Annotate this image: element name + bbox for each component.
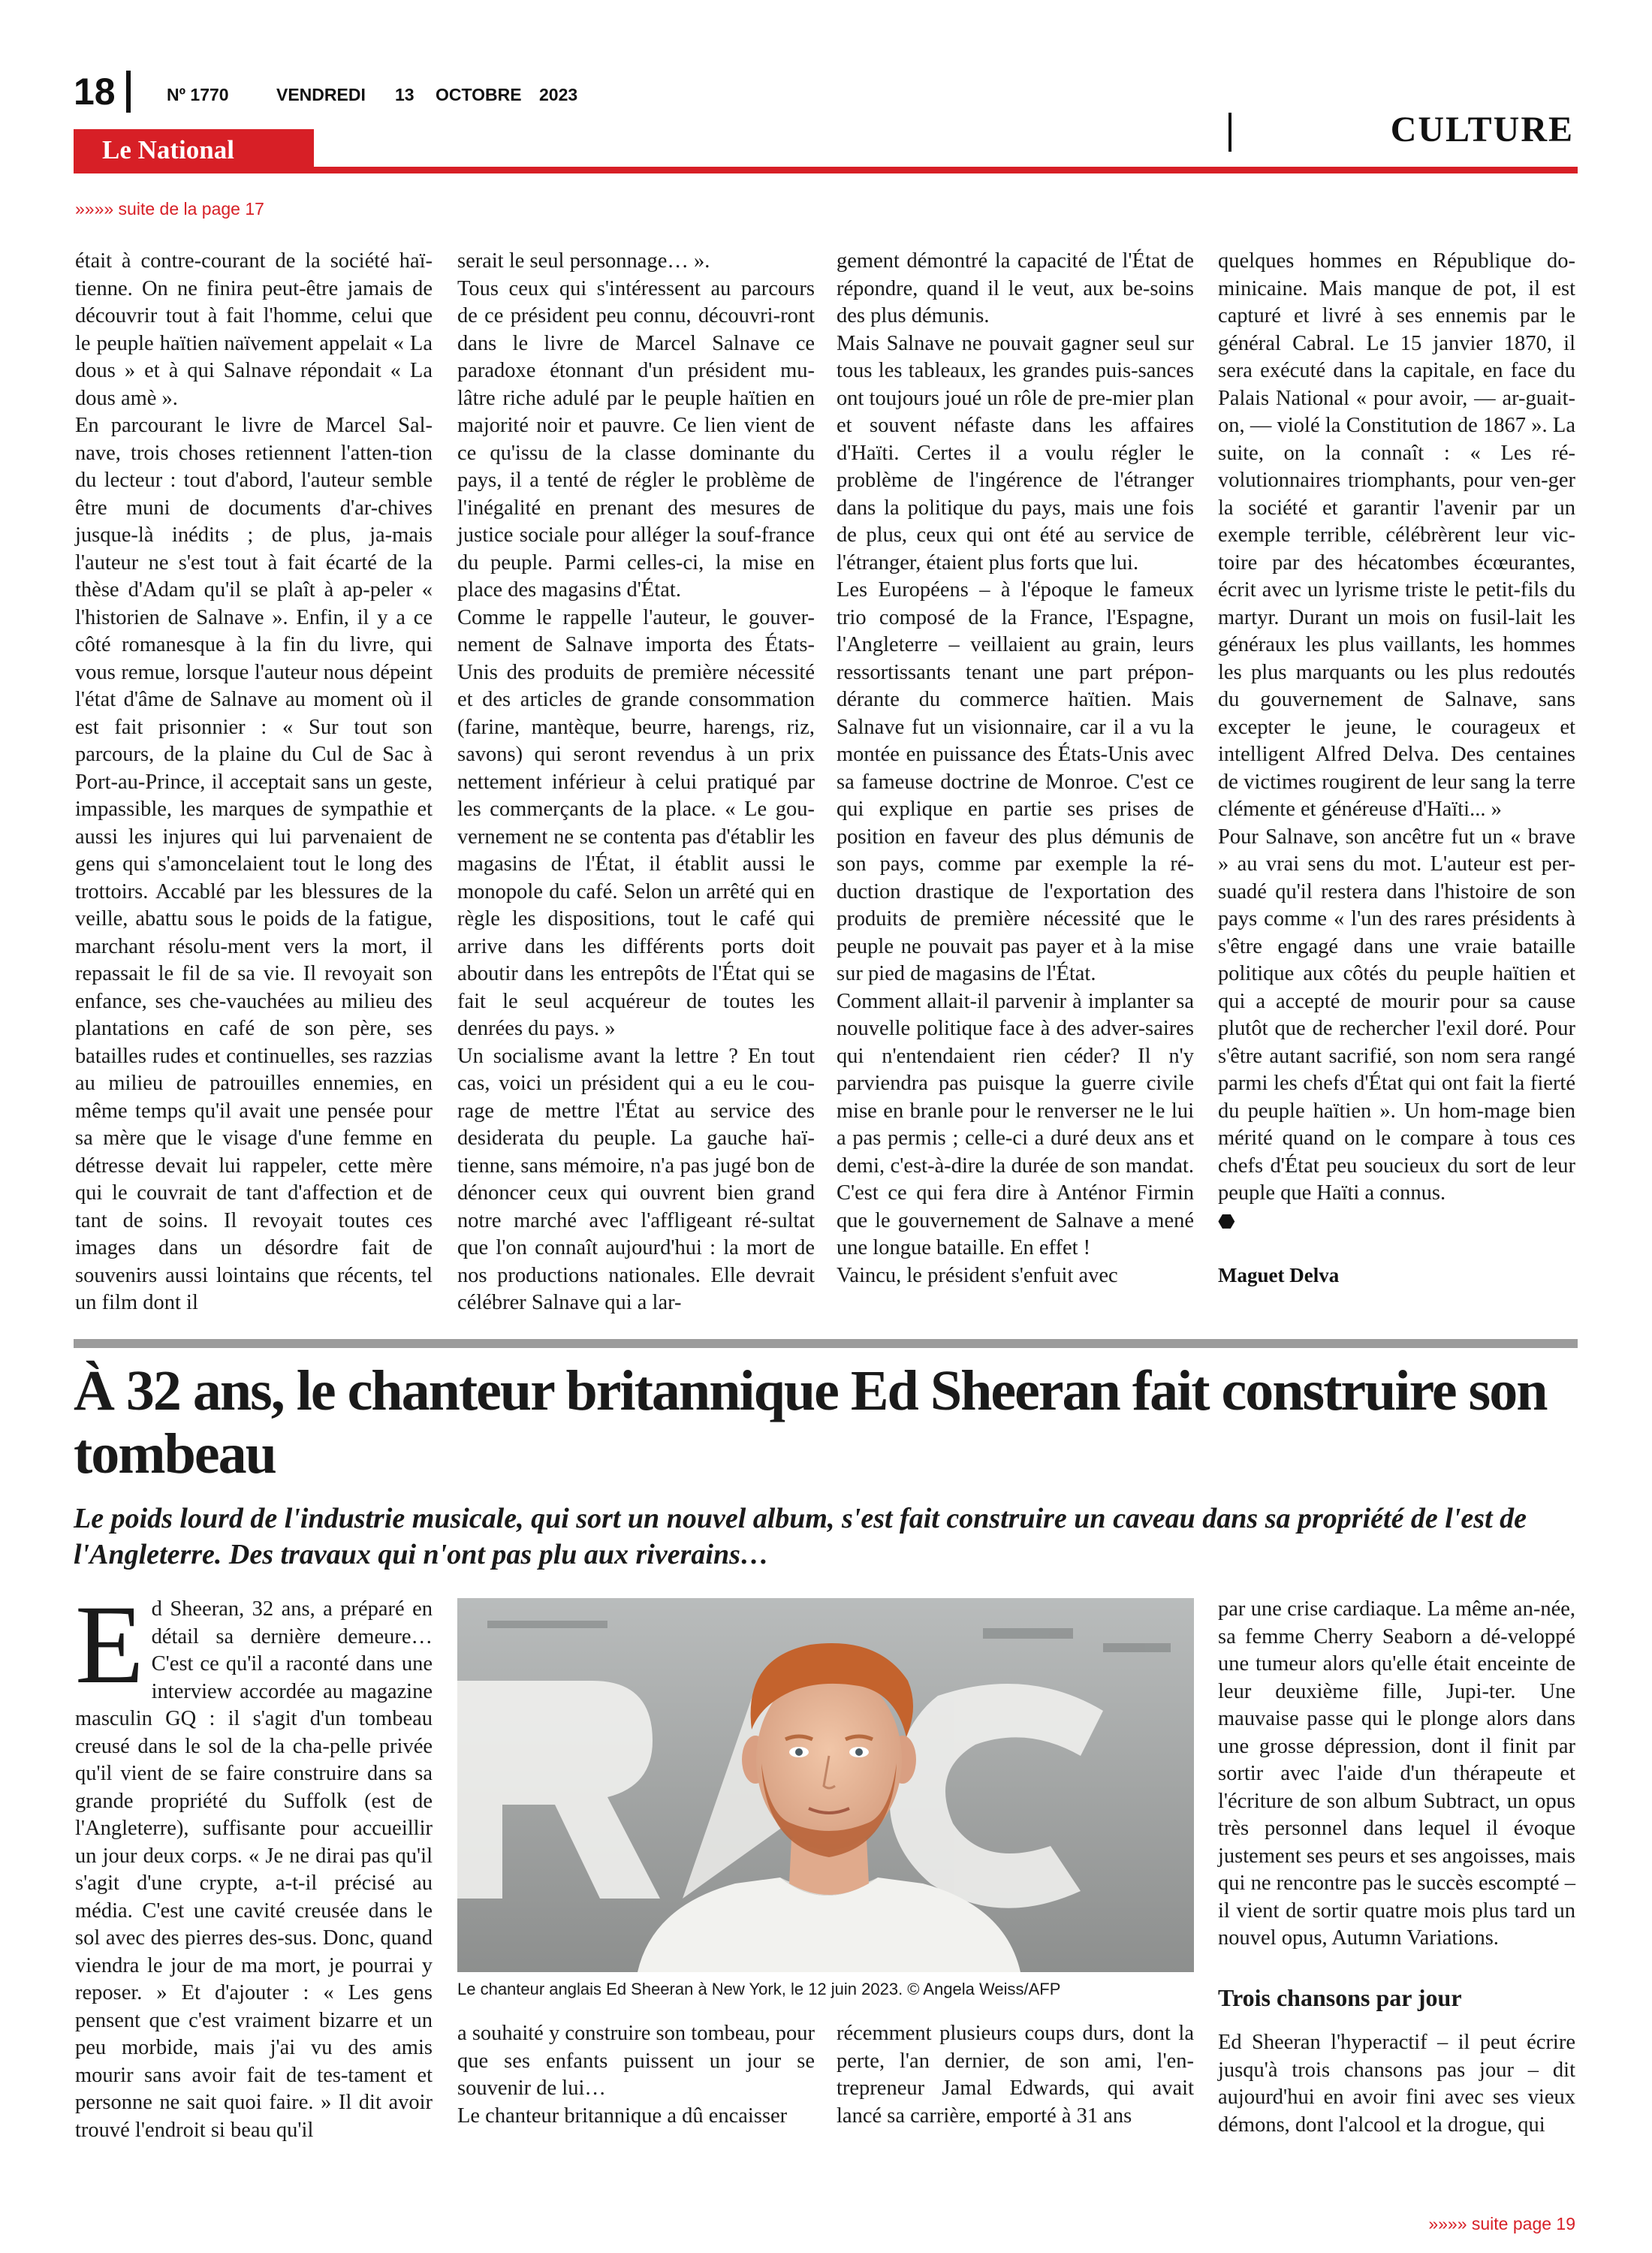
article-column-2 bbox=[457, 2020, 815, 2130]
paragraph: quelques hommes en République do-minicaine. Mais manque de pot, il est capturé et livré à ses ennemis par le général Cabral. Le 15 janvier 1870, il sera exécuté dans la capitale, en face du Palais National « pour avoir, — ar-guait-on, — violé la Constitution de 1867 ». La suite, on la connaît : « Les ré-volutionnaires triomphants, pour ven-ger la société et garantir l'avenir par un exemple terrible, célébrèrent leur vic-toire par des hécatombes écœurantes, écrit avec un lyrisme triste le petit-fils du martyr. Durant un mois on fusil-lait les généraux les plus vaillants, les hommes les plus marquants ou les plus redoutés du gouvernement de Salnave, sans excepter le jeune, le courageux et intelligent Alfred Delva. Des centaines de victimes rougirent de leur sang la terre clémente et généreuse d'Haïti... » bbox=[1218, 249, 1575, 821]
paragraph: était à contre-courant de la société haï-tienne. On ne finira peut-être jamais de découvrir tout à fait l'homme, celui que le peuple haïtien naïvement appelait « La dous » et à qui Salnave répondait « La dous amè ». bbox=[75, 249, 433, 410]
article-column-4 bbox=[1218, 1596, 1575, 1953]
top-article-column-4 bbox=[1218, 248, 1575, 1208]
top-article-column-2 bbox=[457, 248, 815, 1317]
date-year: 2023 bbox=[539, 85, 578, 104]
section-title: CULTURE bbox=[1390, 110, 1574, 149]
paragraph: Ed Sheeran l'hyperactif – il peut écrire jusqu'à trois chansons pas jour – dit aujourd'hui en avoir fini avec ses vieux démons, dont l'alcool et la drogue, qui bbox=[1218, 2031, 1575, 2137]
date-day: VENDREDI bbox=[276, 85, 366, 104]
page-number-divider bbox=[126, 71, 131, 113]
paragraph: récemment plusieurs coups durs, dont la perte, l'an dernier, de son ami, l'en-trepreneur Jamal Edwards, qui avait lancé sa carrière, emporté à 31 ans bbox=[837, 2022, 1194, 2128]
article-photo bbox=[457, 1598, 1194, 1972]
continued-on-link[interactable]: »»»» suite page 19 bbox=[1428, 2214, 1575, 2233]
ed-sheeran-photo-illustration bbox=[457, 1598, 1194, 1972]
top-article-column-3 bbox=[837, 248, 1194, 1289]
article-standfirst: Le poids lourd de l'industrie musicale, qui sort un nouvel album, s'est fait construire un caveau dans sa propriété de l'est de l'Angleterre. Des travaux qui n'ont pas plu aux riverains… bbox=[74, 1503, 1527, 1570]
paragraph: Un socialisme avant la lettre ? En tout cas, voici un président qui a eu le cou-rage de mettre l'État au service des desiderata du peuple. La gauche haï-tienne, sans mémoire, n'a pas jugé bon de dénoncer ceux qui ouvrent bien grand notre marché avec l'affligeant ré-sultat que l'on connaît aujourd'hui : la mort de nos productions nationales. Elle devrait célébrer Salnave qui a lar- bbox=[457, 1044, 815, 1314]
paragraph: Pour Salnave, son ancêtre fut un « brave » au vrai sens du mot. L'auteur est per-suadé qu'il restera dans l'histoire de son pays comme « l'un des rares présidents à s'être engagé dans une vraie bataille politique aux côtés du peuple haïtien et qui a accepté de mourir pour sa cause plutôt que de rechercher l'exil doré. Pour s'être autant sacrifié, son nom sera rangé parmi les chefs d'État qui ont fait la fierté du peuple haïtien ». Un hom-mage bien mérité quand on le compare à tous ces chefs d'État peu soucieux du sort de leur peuple que Haïti a connus. bbox=[1218, 825, 1575, 1205]
paragraph: gement démontré la capacité de l'État de répondre, quand il le veut, aux be-soins des plus démunis. bbox=[837, 249, 1194, 327]
article-column-4-continued bbox=[1218, 2029, 1575, 2139]
paragraph: Comme le rappelle l'auteur, le gouver-nement de Salnave importa des États-Unis des produits de première nécessité et des articles de grande consommation (farine, mantèque, beurre, harengs, riz, savons) qui seront revendus à un prix nettement inférieur à celui pratiqué par les commerçants de la place. « Le gou-vernement ne se contenta pas d'établir les magasins de l'État, il établit aussi le monopole du café. Selon un arrêté qui en règle les dispositions, tout le café qui arrive dans les différents ports doit aboutir dans les entrepôts de l'État qui se fait le seul acquéreur de toutes les denrées du pays. » bbox=[457, 605, 815, 1040]
date-number: 13 bbox=[395, 85, 415, 104]
end-of-article-icon: ⬣ bbox=[1218, 1211, 1235, 1233]
paragraph: En parcourant le livre de Marcel Sal-nave, trois choses retiennent l'atten-tion du lecteur : tout d'abord, l'auteur semble être muni de documents d'ar-chives jusque-là inédits ; de plus, ja-mais l'auteur ne s'est tout à fait écarté de la thèse d'Adam qu'il se plaît à ap-peler « l'historien de Salnave ». Enfin, il y a ce côté romanesque à la fin du livre, qui vous remue, lorsque l'auteur nous dépeint l'état d'âme de Salnave au moment où il est fait prisonnier : « Sur tout son parcours, de la plaine du Cul de Sac à Port-au-Prince, il acceptait sans un geste, impassible, les marques de sympathie et aussi les injures qui lui parvenaient de gens qui s'amoncelaient tout le long des trottoirs. Accablé par les blessures de la veille, abattu sous le poids de la fatigue, marchant résolu-ment vers la mort, il repassait le fil de sa vie. Il revoyait son enfance, ses che-vauchées au milieu des plantations en café de son père, ses batailles rudes et continuelles, ses razzias au milieu de patrouilles ennemies, en même temps qu'il avait une pensée pour sa mère que le visage d'une femme en détresse devait lui rappeler, cette mère qui le couvrait de tant d'affection et de tant de soins. Il revoyait toutes ces images dans un désordre fait de souvenirs aussi lointains que récents, tel un film dont il bbox=[75, 414, 433, 1314]
paragraph: Les Européens – à l'époque le fameux trio composé de la France, l'Espagne, l'Angleterre – veillaient au grain, leurs ressortissants tenant une part prépon-dérante du commerce haïtien. Mais Salnave fut un visionnaire, car il a vu la montée en puissance des États-Unis avec sa fameuse doctrine de Monroe. C'est ce qui explique en partie ses prises de position en faveur des plus démunis de son pays, comme par exemple la ré-duction drastique de l'exportation des produits de première nécessité que le peuple ne pouvait pas payer et à la mise sur pied de magasins de l'État. bbox=[837, 578, 1194, 985]
publication-name: Le National bbox=[102, 135, 234, 164]
article-headline: À 32 ans, le chanteur britannique Ed Sheeran fait construire son tombeau bbox=[74, 1359, 1547, 1485]
top-article-column-1 bbox=[75, 248, 433, 1317]
paragraph: par une crise cardiaque. La même an-née, sa femme Cherry Seaborn a dé-veloppé une tumeur alors qu'elle était enceinte de leur deuxième fille, Jupi-ter. Une mauvaise passe qui le plonge alors dans une grosse dépression, dont il finit par sortir avec l'aide d'un thérapeute et l'écriture de son album Subtract, un opus très personnel dans lequel il évoque justement ses peurs et ses angoisses, mais qui ne rencontre pas le succès escompté – il vient de sortir quatre mois plus tard un nouvel opus, Autumn Variations. bbox=[1218, 1597, 1575, 1950]
article-subhead: Trois chansons par jour bbox=[1218, 1984, 1462, 2011]
paragraph: Mais Salnave ne pouvait gagner seul sur tous les tableaux, les grandes puis-sances ont toujours joué un rôle de pre-mier plan et souvent néfaste dans les affaires d'Haïti. Certes il a voulu régler le problème de l'ingérence de l'étranger dans la politique du pays, mais une fois de plus, ceux qui ont été au service de l'étranger, étaient plus forts que lui. bbox=[837, 331, 1194, 575]
issue-number: Nº 1770 bbox=[167, 85, 229, 104]
paragraph: Vaincu, le président s'enfuit avec bbox=[837, 1263, 1118, 1287]
photo-caption: Le chanteur anglais Ed Sheeran à New York, le 12 juin 2023. © Angela Weiss/AFP bbox=[457, 1980, 1061, 1998]
paragraph: Comment allait-il parvenir à implanter sa nouvelle politique face à des adver-saires qui n'entendaient rien céder? Il n'y parviendra pas puisque la guerre civile mise en branle pour le renverser ne le lui a pas permis ; celle-ci a duré deux ans et demi, c'est-à-dire la durée de son mandat. C'est ce qui fera dire à Anténor Firmin que le gouvernement de Salnave a mené une longue bataille. En effet ! bbox=[837, 989, 1194, 1259]
paragraph: Le chanteur britannique a dû encaisser bbox=[457, 2104, 788, 2128]
drop-cap: E bbox=[75, 1582, 144, 1707]
paragraph: d Sheeran, 32 ans, a préparé en détail sa dernière demeure… C'est ce qu'il a raconté dans une interview accordée au magazine masculin GQ : il s'agit d'un tombeau creusé dans le sol de la cha-pelle privée qu'il vient de se faire construire dans sa grande propriété du Suffolk (est de l'Angleterre), suffisante pour accueillir un jour deux corps. « Je ne dirai pas qu'il s'agit d'une crypte, a-t-il précisé au média. C'est une cavité creusée dans le sol avec des pierres des-sus. Donc, quand viendra le jour de ma mort, je pourrai y reposer. » Et d'ajouter : « Les gens pensent que c'est vraiment bizarre et un peu morbide, mais j'ai vu des amis mourir sans avoir fait de tes-tament et personne ne sait quoi faire. » Il dit avoir trouvé l'endroit si beau qu'il bbox=[75, 1597, 433, 2142]
article-column-3 bbox=[837, 2020, 1194, 2130]
paragraph: Tous ceux qui s'intéressent au parcours de ce président peu connu, découvri-ront dans le livre de Marcel Salnave ce paradoxe étonnant d'un président mu-lâtre riche adulé par le peuple haïtien en majorité noir et pauvre. Ce lien vient de ce qu'issu de la classe dominante du pays, il a tenté de régler le problème de l'inégalité en prenant des mesures de justice sociale pour alléger la souf-france du peuple. Parmi celles-ci, la mise en place des magasins d'État. bbox=[457, 276, 815, 602]
article-column-1 bbox=[75, 1582, 433, 2144]
paragraph: serait le seul personnage… ». bbox=[457, 249, 710, 273]
paragraph: a souhaité y construire son tombeau, pour que ses enfants puissent un jour se souvenir de lui… bbox=[457, 2022, 815, 2100]
article-divider bbox=[74, 1339, 1578, 1348]
date-month: OCTOBRE bbox=[436, 85, 522, 104]
article-author: Maguet Delva bbox=[1218, 1264, 1340, 1286]
continued-from-link[interactable]: »»»» suite de la page 17 bbox=[75, 199, 264, 219]
section-divider bbox=[1228, 113, 1231, 152]
page-number: 18 bbox=[74, 71, 116, 113]
